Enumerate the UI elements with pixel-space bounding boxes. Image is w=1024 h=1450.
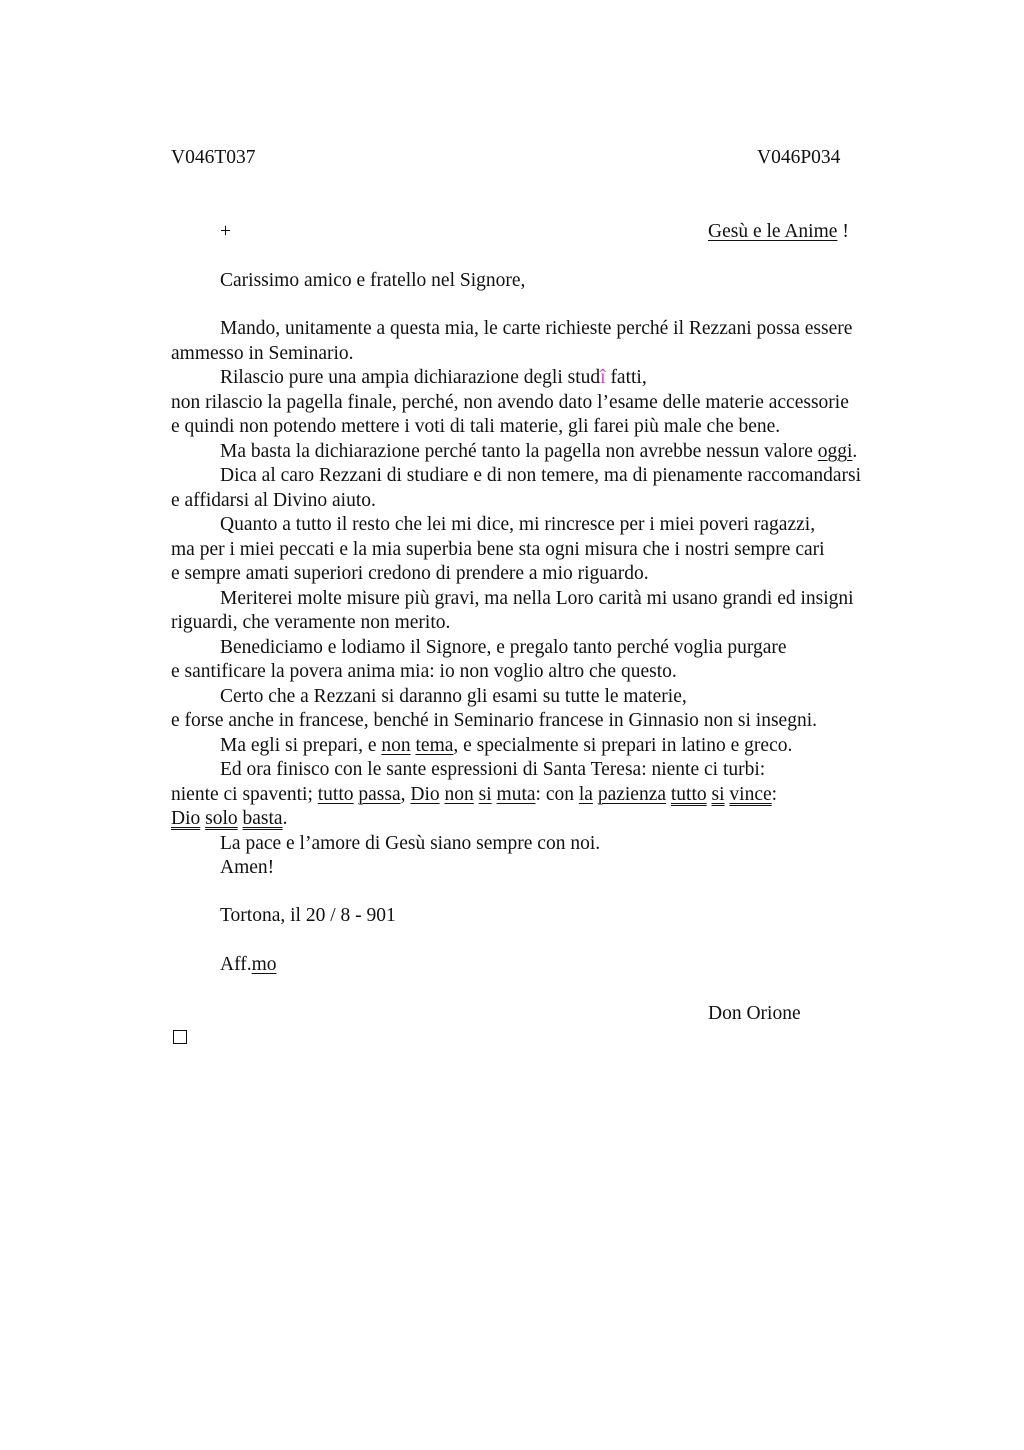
document-code-left: V046T037 xyxy=(171,147,256,168)
text-run: fatti, xyxy=(605,367,647,388)
place-date: Tortona, il 20 / 8 - 901 xyxy=(220,905,396,926)
text-run: Ma egli si prepari, e xyxy=(220,734,382,756)
double-underlined-word: Dio xyxy=(171,808,201,829)
double-underlined-word: si xyxy=(711,783,725,805)
body-line: Dio solo basta. xyxy=(171,808,288,829)
highlighted-char: î xyxy=(600,367,606,388)
body-line: e forse anche in francese, benché in Seminario francese in Ginnasio non si insegni. xyxy=(171,710,817,731)
text-run: Rilascio pure una ampia dichiarazione degli stud xyxy=(220,367,601,388)
underlined-word: tutto xyxy=(317,783,354,805)
underlined-word: pazienza xyxy=(597,783,667,805)
body-line: riguardi, che veramente non merito. xyxy=(171,612,451,633)
body-line: e sempre amati superiori credono di prendere a mio riguardo. xyxy=(171,563,649,584)
end-marker-box-icon xyxy=(173,1030,187,1044)
underlined-word: si xyxy=(478,783,492,805)
body-line: ammesso in Seminario. xyxy=(171,342,354,364)
body-line: non rilascio la pagella finale, perché, non avendo dato l’esame delle materie accessorie xyxy=(171,391,849,413)
body-line: Mando, unitamente a questa mia, le carte richieste perché il Rezzani possa essere xyxy=(220,318,853,339)
text-run: niente ci spaventi; xyxy=(171,783,318,805)
closing-text: Aff. xyxy=(220,954,252,975)
body-line: e affidarsi al Divino aiuto. xyxy=(171,489,376,511)
closing-superscript: mo xyxy=(251,954,277,975)
body-line: niente ci spaventi; tutto passa, Dio non si muta: con la pazienza tutto si vince: xyxy=(171,783,778,805)
double-underlined-word: solo xyxy=(205,808,238,829)
body-line: La pace e l’amore di Gesù siano sempre con noi. xyxy=(220,832,601,854)
salutation: Carissimo amico e fratello nel Signore, xyxy=(220,270,526,291)
text-run: , e specialmente si prepari in latino e greco. xyxy=(453,734,793,756)
closing xyxy=(220,953,277,978)
underlined-word: Dio xyxy=(410,783,440,805)
body-line: e santificare la povera anima mia: io non voglio altro che questo. xyxy=(171,661,677,682)
double-underlined-word: vince xyxy=(729,783,772,805)
body-line: Certo che a Rezzani si daranno gli esami su tutte le materie, xyxy=(220,685,687,707)
text-run: Ma basta la dichiarazione perché tanto la pagella non avrebbe nessun valore xyxy=(220,440,818,462)
body-line xyxy=(171,734,931,759)
underlined-word: passa xyxy=(358,783,401,805)
body-line: Meriterei molte misure più gravi, ma nella Loro carità mi usano grandi ed insigni xyxy=(220,587,854,609)
body-line: ma per i miei peccati e la mia superbia bene sta ogni misura che i nostri sempre cari xyxy=(171,538,825,560)
double-underlined-word: basta xyxy=(242,808,283,829)
underlined-word: non xyxy=(444,783,474,805)
body-line xyxy=(171,366,931,391)
body-line: Benediciamo e lodiamo il Signore, e pregalo tanto perché voglia purgare xyxy=(220,636,787,658)
underlined-word: non xyxy=(381,734,411,756)
underlined-word: oggi xyxy=(817,440,853,462)
motto-text: Gesù e le Anime xyxy=(708,221,838,242)
text-run: : con xyxy=(535,783,579,805)
motto-suffix: ! xyxy=(837,221,849,242)
body-line: e quindi non potendo mettere i voti di tali materie, gli farei più male che bene. xyxy=(171,416,781,437)
underlined-word: muta xyxy=(496,783,536,805)
cross-symbol: + xyxy=(220,221,231,242)
body-line xyxy=(171,440,931,465)
body-line: Quanto a tutto il resto che lei mi dice, mi rincresce per i miei poveri ragazzi, xyxy=(220,514,816,535)
signature: Don Orione xyxy=(708,1003,801,1024)
motto xyxy=(708,220,849,245)
body-line: Ed ora finisco con le sante espressioni di Santa Teresa: niente ci turbi: xyxy=(220,759,766,780)
text-run: . xyxy=(852,440,858,462)
underlined-word: tema xyxy=(415,734,454,756)
document-code-right: V046P034 xyxy=(757,147,841,168)
body-line: Amen! xyxy=(220,857,275,878)
underlined-word: la xyxy=(578,783,593,805)
body-line: Dica al caro Rezzani di studiare e di non temere, ma di pienamente raccomandarsi xyxy=(220,465,862,486)
letter-body xyxy=(171,317,931,881)
double-underlined-word: tutto xyxy=(670,783,707,805)
